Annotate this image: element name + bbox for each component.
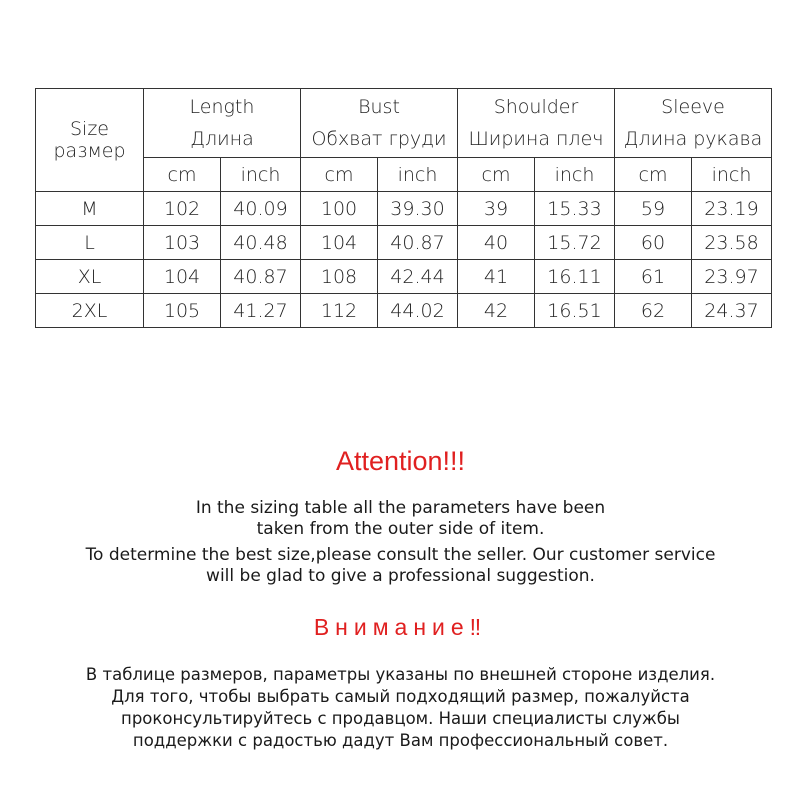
value-cell: 16.11	[535, 260, 615, 294]
unit-cell: cm	[301, 158, 378, 192]
value-cell: 104	[301, 226, 378, 260]
bust-header-en: Bust	[358, 96, 400, 118]
value-cell: 40.48	[221, 226, 301, 260]
value-cell: 24.37	[692, 294, 772, 328]
attention-heading-ru: Внимание‼	[313, 614, 488, 640]
value-cell: 23.97	[692, 260, 772, 294]
table-row	[36, 226, 772, 260]
value-cell: 60	[615, 226, 692, 260]
unit-cell: inch	[535, 158, 615, 192]
size-cell: M	[36, 192, 144, 226]
value-cell: 102	[144, 192, 221, 226]
unit-cell: cm	[144, 158, 221, 192]
value-cell: 42	[458, 294, 535, 328]
length-header-ru: Длина	[190, 128, 254, 150]
value-cell: 42.44	[378, 260, 458, 294]
sleeve-header	[615, 89, 772, 158]
unit-cell: inch	[692, 158, 772, 192]
value-cell: 15.33	[535, 192, 615, 226]
size-table	[35, 88, 772, 328]
value-cell: 40	[458, 226, 535, 260]
bust-header-ru: Обхват груди	[311, 128, 447, 150]
size-cell: 2XL	[36, 294, 144, 328]
value-cell: 15.72	[535, 226, 615, 260]
value-cell: 39	[458, 192, 535, 226]
value-cell: 62	[615, 294, 692, 328]
value-cell: 104	[144, 260, 221, 294]
value-cell: 61	[615, 260, 692, 294]
value-cell: 40.87	[378, 226, 458, 260]
value-cell: 39.30	[378, 192, 458, 226]
unit-header-row	[36, 158, 772, 192]
attention-heading-en: Attention!!!	[335, 446, 466, 476]
english-notice-line: In the sizing table all the parameters have been	[195, 498, 606, 518]
unit-cell: cm	[615, 158, 692, 192]
size-cell: L	[36, 226, 144, 260]
russian-notice-line: поддержки с радостью дадут Вам профессиональный совет.	[132, 731, 669, 750]
shoulder-header	[458, 89, 615, 158]
english-notice	[0, 498, 801, 587]
value-cell: 40.87	[221, 260, 301, 294]
value-cell: 105	[144, 294, 221, 328]
russian-notice-line: Для того, чтобы выбрать самый подходящий размер, пожалуйста	[111, 687, 690, 706]
table-row	[36, 260, 772, 294]
value-cell: 112	[301, 294, 378, 328]
unit-cell: inch	[378, 158, 458, 192]
value-cell: 41.27	[221, 294, 301, 328]
sleeve-header-ru: Длина рукава	[623, 128, 763, 150]
value-cell: 103	[144, 226, 221, 260]
value-cell: 44.02	[378, 294, 458, 328]
russian-notice-line: В таблице размеров, параметры указаны по внешней стороне изделия.	[85, 665, 716, 684]
english-notice-line: To determine the best size,please consult the seller. Our customer service	[85, 545, 716, 565]
table-row	[36, 294, 772, 328]
english-notice-line: will be glad to give a professional suggestion.	[206, 566, 595, 586]
russian-notice-line: проконсультируйтесь с продавцом. Наши специалисты службы	[121, 709, 680, 728]
unit-cell: inch	[221, 158, 301, 192]
size-header	[36, 89, 144, 192]
size-header-ru: размер	[53, 140, 126, 162]
english-notice-line: taken from the outer side of item.	[256, 519, 545, 539]
sleeve-header-en: Sleeve	[661, 96, 725, 118]
size-cell: XL	[36, 260, 144, 294]
russian-notice	[0, 664, 801, 752]
size-header-en: Size	[69, 118, 109, 140]
value-cell: 59	[615, 192, 692, 226]
value-cell: 16.51	[535, 294, 615, 328]
length-header	[144, 89, 301, 158]
value-cell: 100	[301, 192, 378, 226]
bust-header	[301, 89, 458, 158]
shoulder-header-ru: Ширина плеч	[468, 128, 604, 150]
length-header-en: Length	[189, 96, 255, 118]
group-header-row	[36, 89, 772, 158]
value-cell: 108	[301, 260, 378, 294]
shoulder-header-en: Shoulder	[493, 96, 579, 118]
value-cell: 41	[458, 260, 535, 294]
value-cell: 40.09	[221, 192, 301, 226]
unit-cell: cm	[458, 158, 535, 192]
table-row	[36, 192, 772, 226]
value-cell: 23.19	[692, 192, 772, 226]
value-cell: 23.58	[692, 226, 772, 260]
